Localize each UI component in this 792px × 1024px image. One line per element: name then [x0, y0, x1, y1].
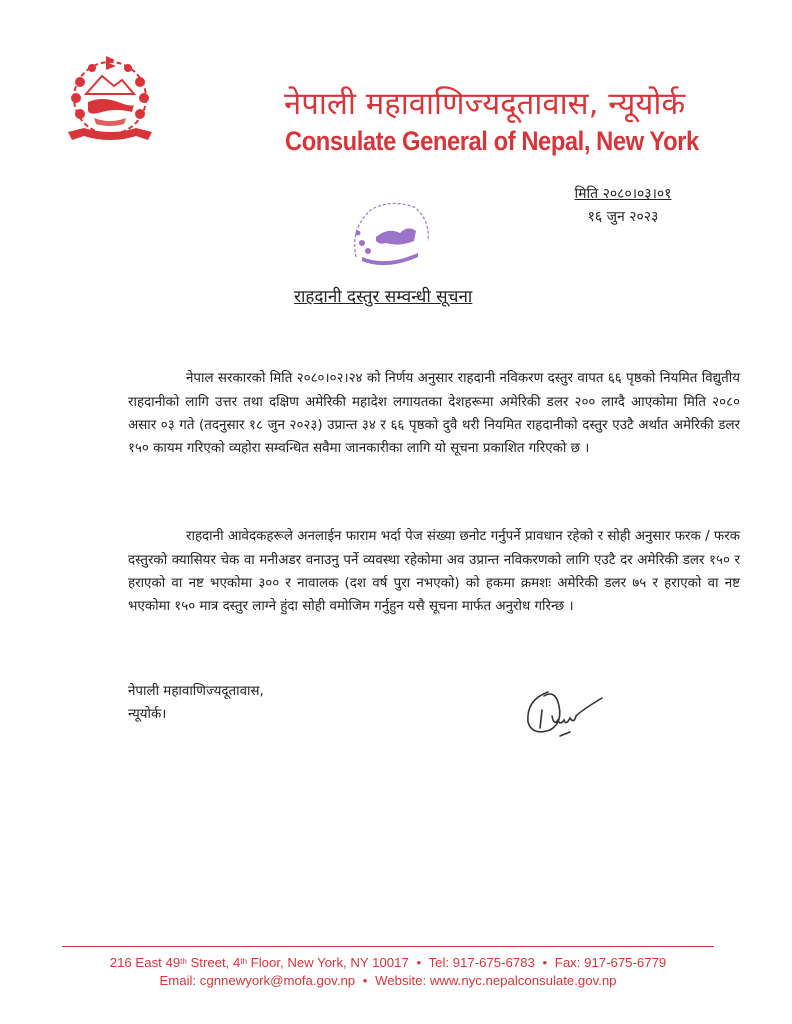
footer-street-number: 216 East 49 — [109, 955, 181, 970]
footer-street-rest: Street, 4 — [186, 955, 241, 970]
footer-street-suffix: th — [180, 957, 187, 966]
date-english: १६ जुन २०२३ — [587, 209, 659, 225]
footer-address-line — [62, 954, 714, 972]
closing-block — [128, 680, 264, 726]
bullet-separator: • — [542, 955, 548, 970]
footer-divider — [62, 946, 714, 947]
notice-paragraph: नेपाल सरकारको मिति २०८०।०२।२४ को निर्णय अनुसार राहदानी नविकरण दस्तुर वापत ६६ पृष्ठको नियमित विद्युतीय राहदानीको लागि उत्तर तथा दक्षिण अमेरिकी महादेश लगायतका देशहरूमा अमेरिकी डलर २०० लाग्दै आएकोमा मिति २०८० असार ०३ गते (तदनुसार १८ जुन २०२३) उप्रान्त ३४ र ६६ पृष्ठको दुवै थरी नियमित राहदानीको दस्तुर एउटै अर्थात अमेरिकी डलर १५० कायम गरिएको व्यहोरा सम्वन्धित सवैमा जानकारीका लागि यो सूचना प्रकाशित गरिएको छ । — [128, 371, 740, 456]
date-nepali: मिति २०८०।०३।०१ — [574, 186, 672, 202]
footer-tel: Tel: 917-675-6783 — [428, 955, 535, 970]
footer-floor-suffix: th — [240, 957, 248, 966]
notice-paragraph: राहदानी आवेदकहरूले अनलाईन फाराम भर्दा पेज संख्या छनोट गर्नुपर्ने प्रावधान रहेको र सोही अनुसार फरक / फरक दस्तुरको क्यासियर चेक वा मनीअडर वनाउनु पर्ने व्यवस्था रहेकोमा अव उप्रान्त नविकरणको लागि एउटै दर अमेरिकी डलर १५० र हराएको वा नष्ट भएकोमा ३०० र नावालक (दश वर्ष पुरा नभएको) को हकमा क्रमशः अमेरिकी डलर ७५ र हराएको वा नष्ट भएकोमा १५० मात्र दस्तुर लाग्ने हुंदा सोही वमोजिम गर्नुहुन यसै सूचना मार्फत अनुरोध गरिन्छ । — [128, 529, 740, 614]
footer-floor-rest: Floor, New York, NY 10017 — [247, 955, 409, 970]
nepal-emblem-icon — [62, 52, 158, 152]
footer-website[interactable]: Website: www.nyc.nepalconsulate.gov.np — [375, 973, 617, 988]
letterhead-title-nepali: नेपाली महावाणिज्यदूतावास, न्यूयोर्क — [284, 86, 686, 122]
footer-web-line — [62, 972, 714, 990]
consulate-stamp-icon — [342, 197, 438, 273]
bullet-separator: • — [362, 973, 368, 988]
footer-email[interactable]: Email: cgnnewyork@mofa.gov.np — [159, 973, 356, 988]
notice-title: राहदानी दस्तुर सम्वन्धी सूचना — [294, 287, 473, 307]
signature-icon — [518, 680, 608, 740]
footer-fax: Fax: 917-675-6779 — [554, 955, 667, 970]
closing-line: न्यूयोर्क। — [128, 707, 167, 722]
footer-contact — [62, 954, 714, 990]
letterhead-title-english: Consulate General of Nepal, New York — [285, 126, 699, 156]
closing-line: नेपाली महावाणिज्यदूतावास, — [128, 684, 264, 699]
date-block — [548, 184, 698, 226]
bullet-separator: • — [416, 955, 422, 970]
